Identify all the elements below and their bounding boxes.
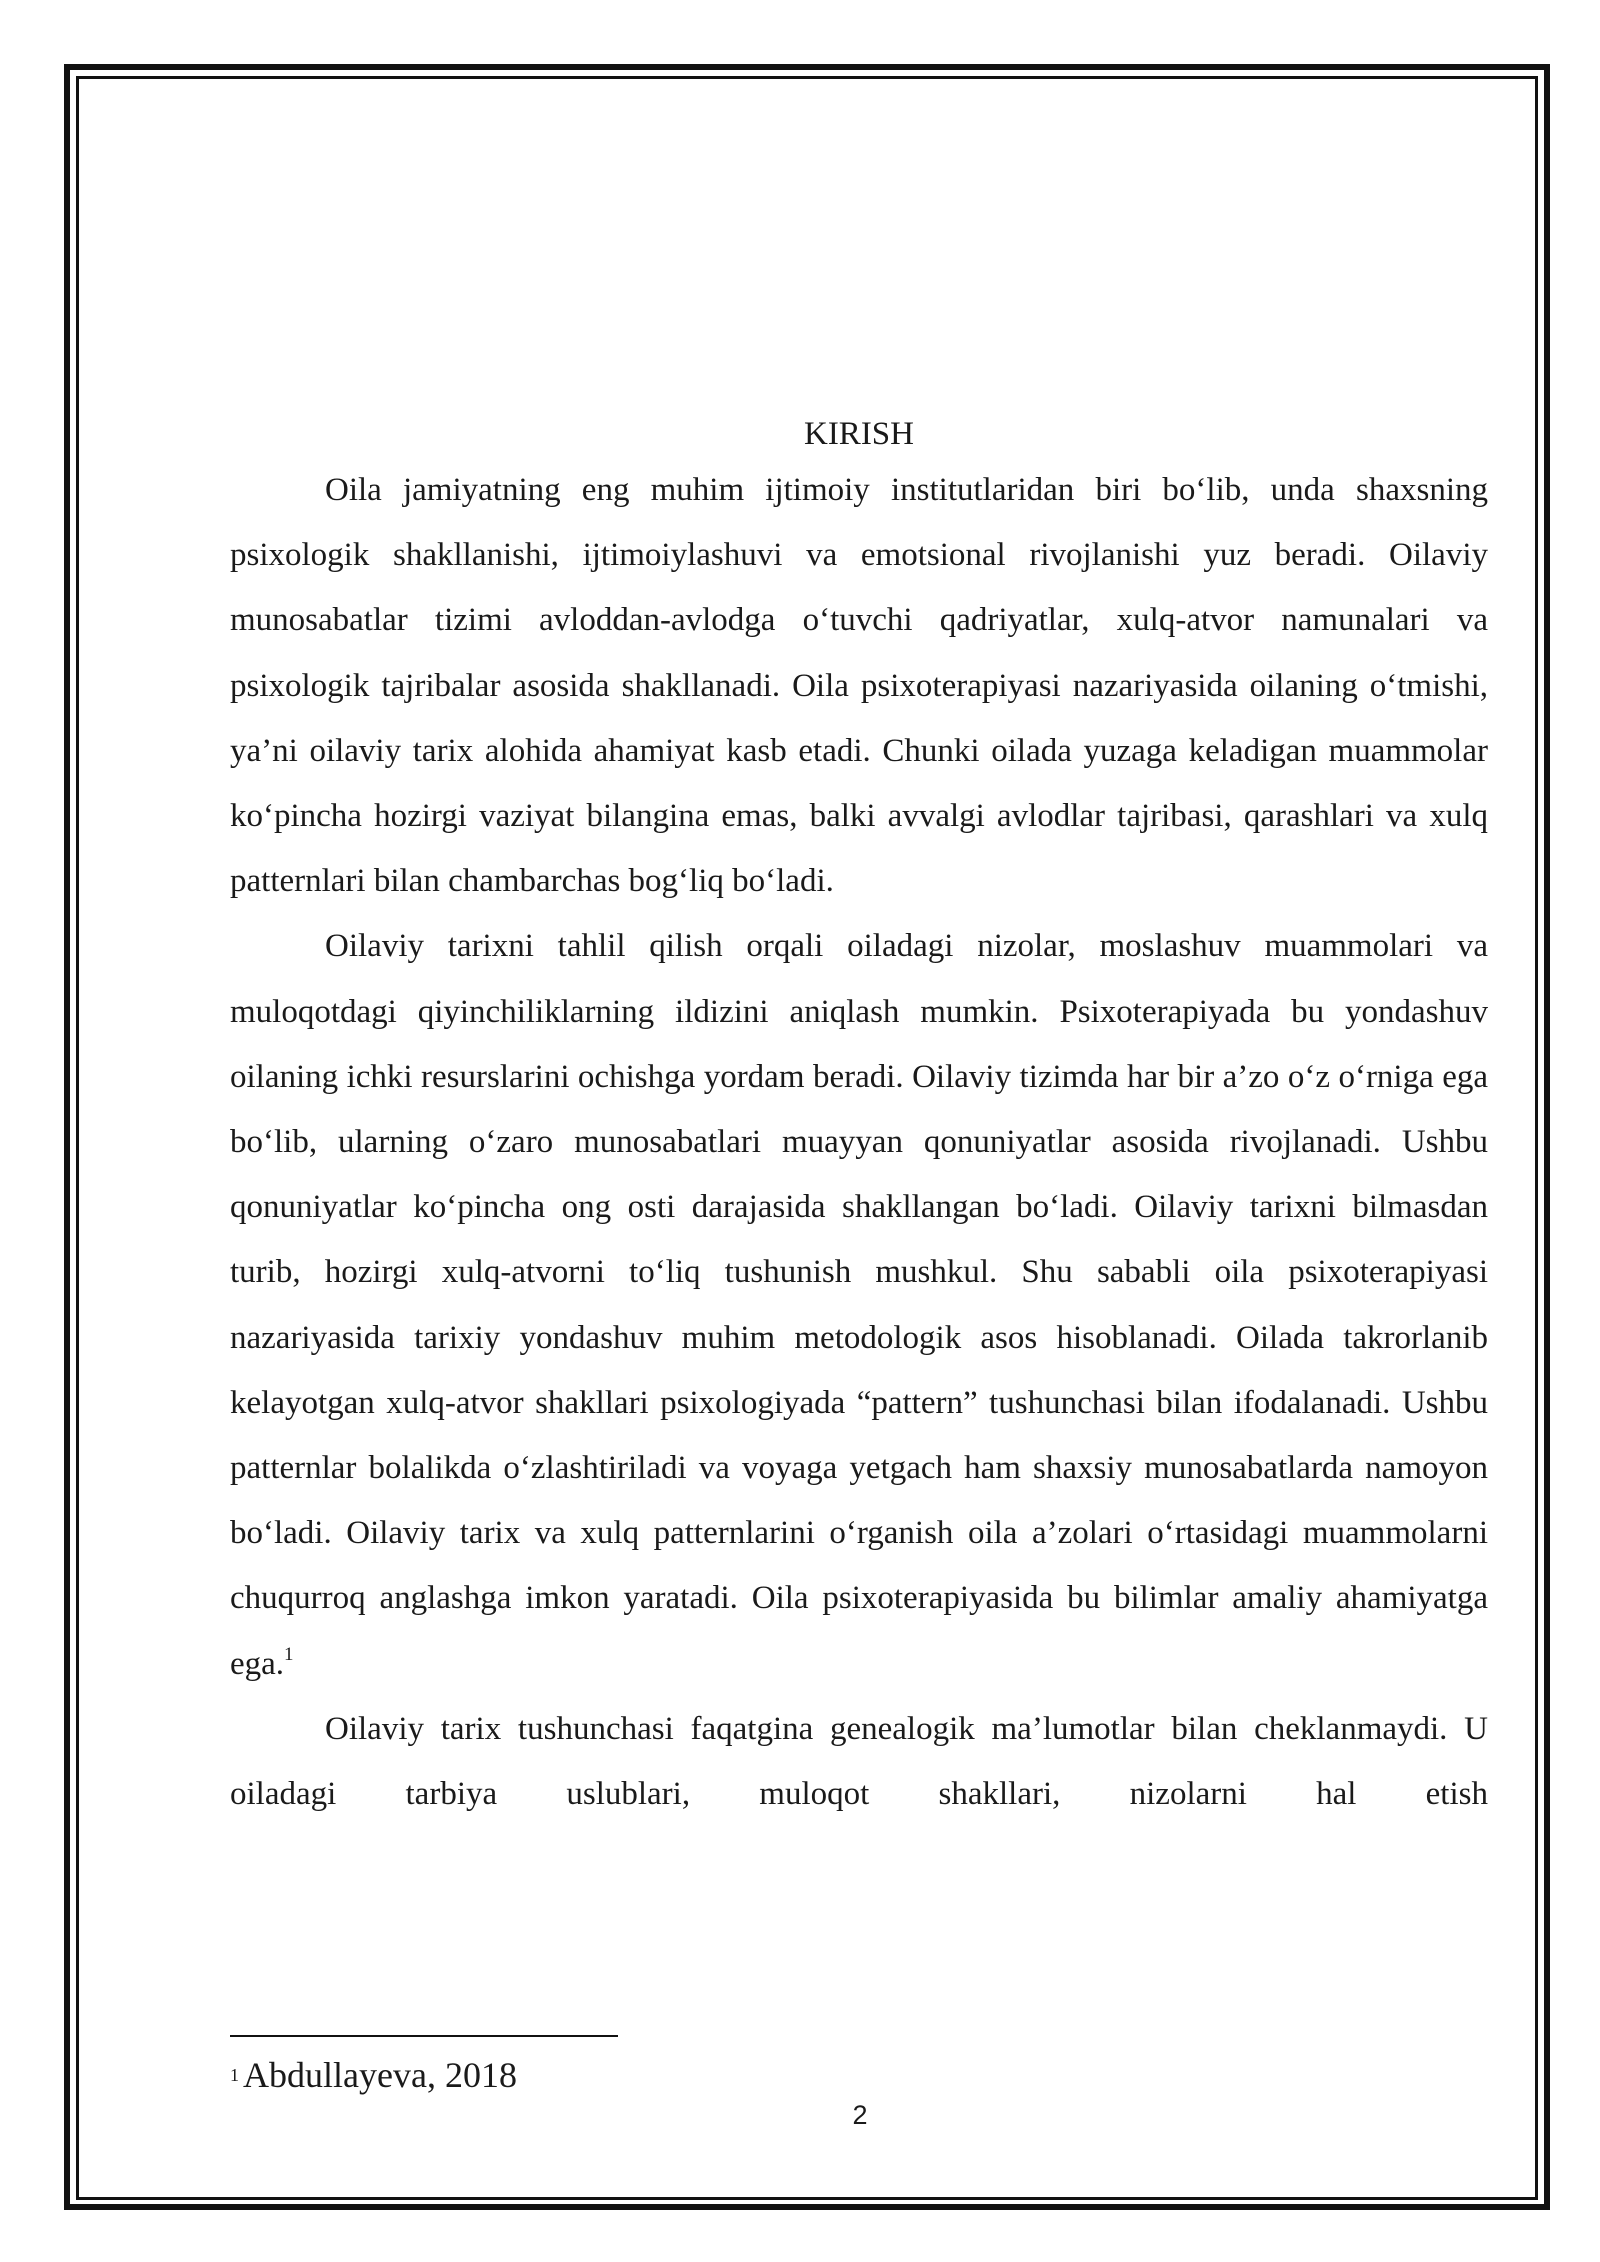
paragraph-2-text: Oilaviy tarixni tahlil qilish orqali oiladagi nizolar, moslashuv muammolari va muloqotdagi qiyinchiliklarning ildizini aniqlash mumkin. Psixoterapiyada bu yondashuv oilaning ichki resurslarini ochishga yordam beradi. Oilaviy tizimda har bir a’zo o‘z o‘rniga ega bo‘lib, ularning o‘zaro munosabatlari muayyan qonuniyatlar asosida rivojlanadi. Ushbu qonuniyatlar ko‘pincha ong osti darajasida shakllangan bo‘ladi. Oilaviy tarixni bilmasdan turib, hozirgi xulq-atvorni to‘liq tushunish mushkul. Shu sababli oila psixoterapiyasi nazariyasida tarixiy yondashuv muhim metodologik asos hisoblanadi. Oilada takrorlanib kelayotgan xulq-atvor shakllari psixologiyada “pattern” tushunchasi bilan ifodalanadi. Ushbu patternlar bolalikda o‘zlashtiriladi va voyaga yetgach ham shaxsiy munosabatlarda namoyon bo‘ladi. Oilaviy tarix va xulq patternlarini o‘rganish oila a’zolari o‘rtasidagi muammolarni chuqurroq anglashga imkon yaratadi. Oila psixoterapiyasida bu bilimlar amaliy ahamiyatga ega. bbox=[230, 928, 1488, 1682]
paragraph-2 bbox=[230, 914, 1488, 1696]
footnote-text: Abdullayeva, 2018 bbox=[243, 2055, 517, 2095]
paragraph-3 bbox=[230, 1697, 1488, 1827]
paragraph-1 bbox=[230, 458, 1488, 914]
paragraph-1-text: Oila jamiyatning eng muhim ijtimoiy institutlaridan biri bo‘lib, unda shaxsning psixologik shakllanishi, ijtimoiylashuvi va emotsional rivojlanishi yuz beradi. Oilaviy munosabatlar tizimi avloddan-avlodga o‘tuvchi qadriyatlar, xulq-atvor namunalari va psixologik tajribalar asosida shakllanadi. Oila psixoterapiyasi nazariyasida oilaning o‘tmishi, ya’ni oilaviy tarix alohida ahamiyat kasb etadi. Chunki oilada yuzaga keladigan muammolar ko‘pincha hozirgi vaziyat bilangina emas, balki avvalgi avlodlar tajribasi, qarashlari va xulq patternlari bilan chambarchas bog‘liq bo‘ladi. bbox=[230, 472, 1488, 900]
footnote bbox=[230, 2053, 517, 2097]
footnote-separator bbox=[230, 2035, 618, 2037]
paragraph-3-text: Oilaviy tarix tushunchasi faqatgina genealogik ma’lumotlar bilan cheklanmaydi. U oiladagi tarbiya uslublari, muloqot shakllari, nizolarni hal etish bbox=[230, 1710, 1488, 1813]
main-text bbox=[230, 410, 1488, 1827]
section-heading: KIRISH bbox=[803, 416, 914, 452]
page-number: 2 bbox=[852, 2100, 868, 2130]
footnote-reference[interactable]: 1 bbox=[284, 1643, 294, 1665]
footnote-marker: 1 bbox=[230, 2065, 239, 2085]
